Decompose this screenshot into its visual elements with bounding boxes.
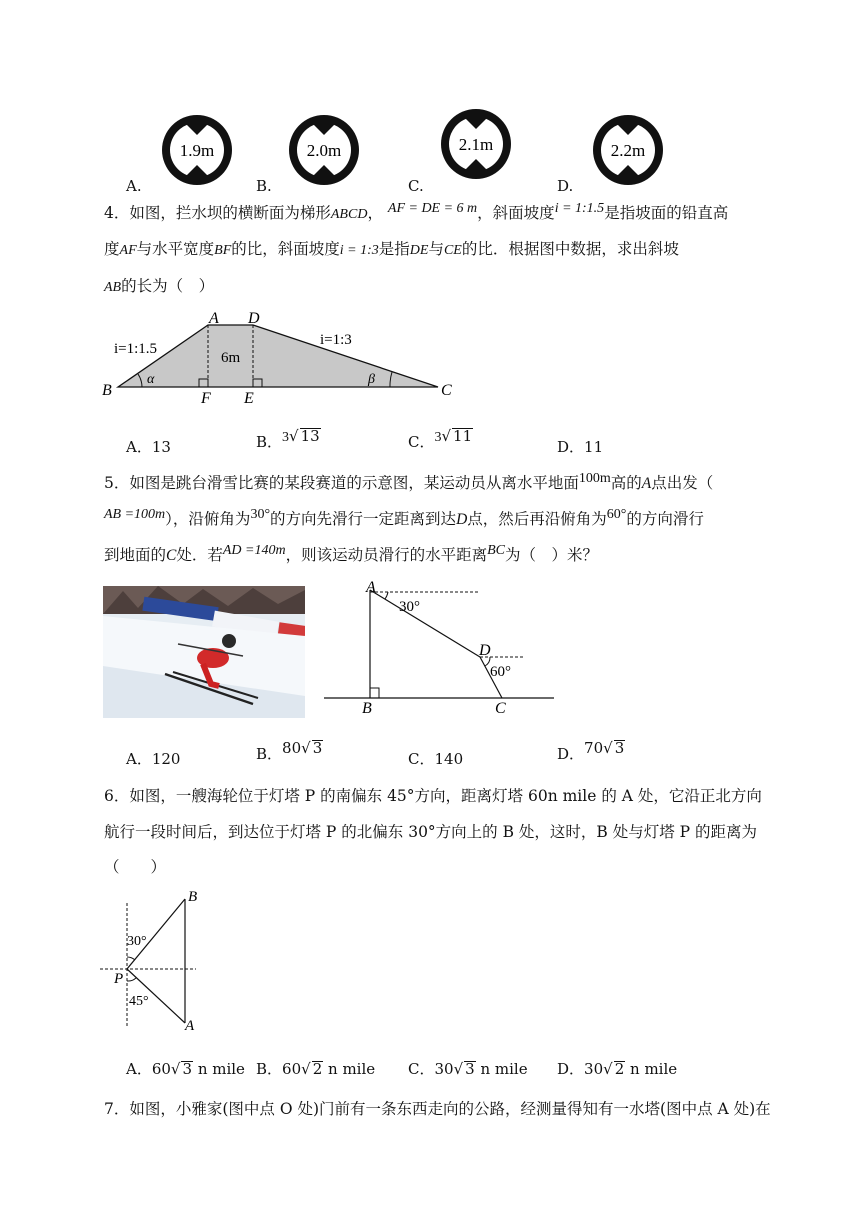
q4-label-e: E: [244, 390, 254, 407]
q5-label-c: C: [495, 700, 506, 717]
q5-option-c: C．140: [408, 750, 464, 768]
q6-question-line-3: （ ）: [104, 858, 167, 876]
q6-label-angle-30: 30°: [127, 934, 147, 949]
q5-question-line-3: 到地面的C处．若AD =140m，则该运动员滑行的水平距离BC为（ ）米？: [104, 543, 599, 564]
ski-jump-photo: [103, 586, 305, 718]
q4-label-f: F: [201, 390, 211, 407]
q4-question-line-3: AB的长为（ ）: [104, 277, 215, 295]
q5-label-b: B: [362, 700, 372, 717]
q5-slope-diagram: [320, 578, 560, 718]
q6-question-line-2: 航行一段时间后，到达位于灯塔 P 的北偏东 30°方向上的 B 处，这时，B 处与灯塔 P 的距离为: [104, 823, 758, 841]
q3-option-b: B.: [256, 177, 272, 195]
q5-label-d: D: [479, 642, 491, 659]
q4-label-alpha: α: [147, 372, 155, 387]
q4-question-line-2: 度AF与水平宽度BF的比，斜面坡度i = 1:3是指DE与CE的比．根据图中数据，求出斜坡: [104, 240, 679, 258]
q5-label-angle-60: 60°: [490, 664, 511, 680]
q6-option-b: B．60√ 2 n mile: [256, 1060, 376, 1078]
q5-option-a: A．120: [126, 750, 181, 768]
height-limit-sign-3: [439, 107, 513, 181]
q4-option-b: B．3√ 13: [256, 427, 320, 451]
q6-option-c: C．30√ 3 n mile: [408, 1060, 528, 1078]
q3-option-d: D.: [557, 177, 574, 195]
q6-label-b: B: [188, 889, 198, 905]
q6-lighthouse-diagram: [98, 885, 208, 1035]
q4-dam-diagram: [98, 305, 468, 410]
q5-label-a: A: [366, 579, 376, 596]
q4-label-beta: β: [368, 372, 375, 387]
q4-option-d: D．11: [557, 438, 604, 456]
q4-question-line-1: 4．如图，拦水坝的横断面为梯形ABCD， AF = DE = 6 m，斜面坡度i = 1:1.5是指坡面的铅直高: [104, 201, 729, 222]
q4-option-c: C．3√ 11: [408, 427, 473, 451]
q5-question-line-1: 5．如图是跳台滑雪比赛的某段赛道的示意图，某运动员从离水平地面100m高的A点出发（: [104, 471, 714, 492]
q6-label-angle-45: 45°: [129, 994, 149, 1009]
q5-label-angle-30: 30°: [399, 599, 420, 615]
q4-option-a: A．13: [126, 438, 171, 456]
q4-label-slope-left: i=1:1.5: [114, 341, 158, 357]
sign-label-4: 2.2m: [610, 141, 646, 160]
q6-question-line-1: 6．如图，一艘海轮位于灯塔 P 的南偏东 45°方向，距离灯塔 60n mile 的 A 处，它沿正北方向: [104, 787, 762, 805]
q4-label-d: D: [248, 310, 260, 327]
q5-question-line-2: AB =100m），沿俯角为30°的方向先滑行一定距离到达D点，然后再沿俯角为60°的方向滑行: [104, 507, 704, 528]
q3-option-c: C.: [408, 177, 424, 195]
q4-label-slope-right: i=1:3: [320, 332, 352, 348]
q4-label-c: C: [441, 382, 452, 399]
q6-option-a: A．60√ 3 n mile: [126, 1060, 245, 1078]
height-limit-sign-1: [160, 113, 234, 187]
height-limit-sign-2: [287, 113, 361, 187]
q6-option-d: D．30√ 2 n mile: [557, 1060, 678, 1078]
q5-option-d: D．70√ 3: [557, 739, 625, 763]
q4-label-a: A: [209, 310, 219, 327]
sign-label-3: 2.1m: [458, 135, 494, 154]
q3-option-a: A.: [126, 177, 142, 195]
q4-label-b: B: [102, 382, 112, 399]
q6-label-a: A: [185, 1018, 195, 1034]
q5-option-b: B．80√ 3: [256, 739, 323, 763]
sign-label-1: 1.9m: [179, 141, 215, 160]
q7-question-line-1: 7．如图，小雅家(图中点 O 处)门前有一条东西走向的公路，经测量得知有一水塔(图中点 A 处)在: [104, 1100, 771, 1118]
height-limit-sign-4: [591, 113, 665, 187]
q6-label-p: P: [114, 971, 124, 987]
sign-label-2: 2.0m: [306, 141, 342, 160]
q4-label-height: 6m: [221, 350, 241, 366]
